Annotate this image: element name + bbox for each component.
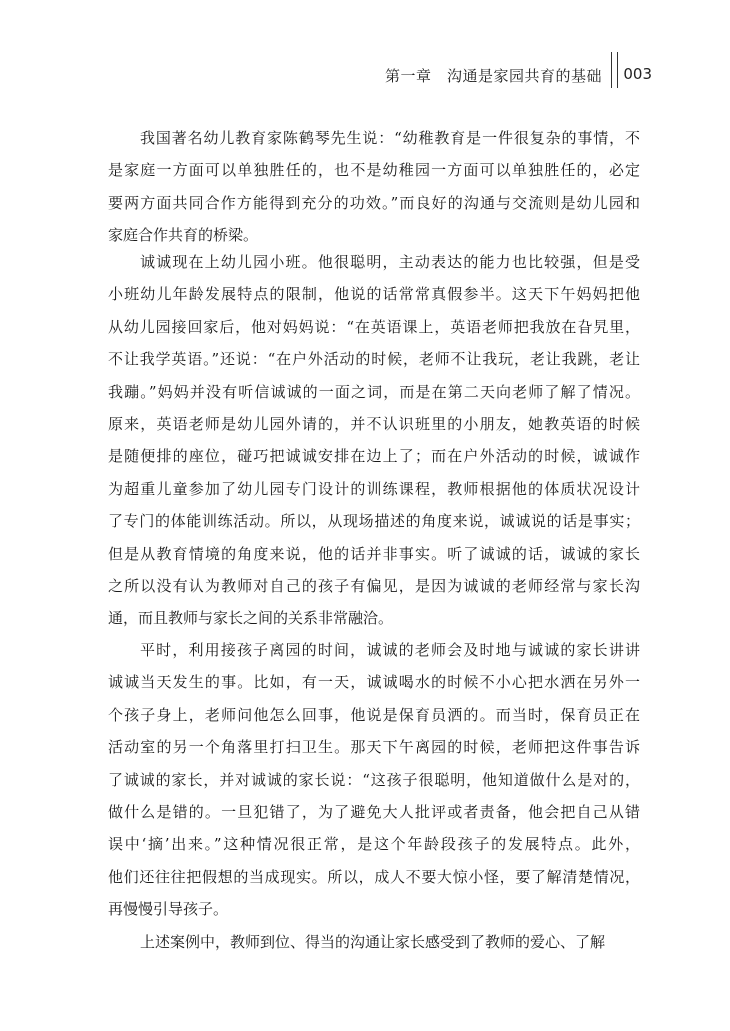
paragraph-2-line: 我蹦。”妈妈并没有听信诚诚的一面之词，而是在第二天向老师了解了情况。 [108, 382, 640, 401]
paragraph-3-line: 再慢慢引导孩子。 [108, 900, 229, 919]
paragraph-3-line: 活动室的另一个角落里打扫卫生。那天下午离园的时候，老师把这件事告诉 [108, 738, 640, 757]
paragraph-3-line: 诚诚当天发生的事。比如，有一天，诚诚喝水的时候不小心把水洒在另外一 [108, 673, 640, 692]
paragraph-2-line: 为超重儿童参加了幼儿园专门设计的训练课程，教师根据他的体质状况设计 [108, 479, 640, 498]
paragraph-1-line: 家庭合作共育的桥梁。 [108, 226, 259, 245]
running-header [380, 62, 652, 86]
paragraph-2-line: 从幼儿园接回家后，他对妈妈说：“在英语课上，英语老师把我放在旮旯里， [108, 317, 640, 336]
paragraph-2-line: 但是从教育情境的角度来说，他的话并非事实。听了诚诚的话，诚诚的家长 [108, 544, 640, 563]
header-divider [611, 52, 618, 88]
paragraph-2-line: 小班幼儿年龄发展特点的限制，他说的话常常真假参半。这天下午妈妈把他 [108, 285, 640, 304]
paragraph-2-line: 原来，英语老师是幼儿园外请的，并不认识班里的小朋友，她教英语的时候 [108, 415, 640, 433]
page-number: 003 [623, 65, 652, 83]
paragraph-3-line: 做什么是错的。一旦犯错了，为了避免大人批评或者责备，他会把自己从错 [108, 803, 640, 821]
paragraph-2-line: 通，而且教师与家长之间的关系非常融洽。 [108, 609, 394, 628]
paragraph-2-line: 不让我学英语。”还说：“在户外活动的时候，老师不让我玩，老让我跳，老让 [108, 350, 640, 369]
paragraph-1-line: 是家庭一方面可以单独胜任的，也不是幼稚园一方面可以单独胜任的，必定 [108, 161, 640, 180]
paragraph-2-line: 是随便排的座位，碰巧把诚诚安排在边上了；而在户外活动的时候，诚诚作 [108, 447, 640, 466]
paragraph-1-line: 要两方面共同合作方能得到充分的功效。”而良好的沟通与交流则是幼儿园和 [108, 193, 640, 212]
paragraph-3-line: 了诚诚的家长，并对诚诚的家长说：“这孩子很聪明，他知道做什么是对的， [108, 770, 640, 789]
paragraph-3-line: 平时，利用接孩子离园的时间，诚诚的老师会及时地与诚诚的家长讲讲 [140, 641, 640, 659]
paragraph-3-line: 误中‘摘’出来。”这种情况很正常，是这个年龄段孩子的发展特点。此外， [108, 835, 640, 854]
chapter-title: 第一章 沟通是家园共育的基础 [384, 67, 602, 85]
paragraph-2-line: 了专门的体能训练活动。所以，从现场描述的角度来说，诚诚说的话是事实； [108, 512, 640, 531]
paragraph-3-line: 他们还往往把假想的当成现实。所以，成人不要大惊小怪，要了解清楚情况， [108, 867, 640, 886]
paragraph-3-line: 个孩子身上，老师问他怎么回事，他说是保育员洒的。而当时，保育员正在 [108, 705, 640, 724]
paragraph-1-line: 我国著名幼儿教育家陈鹤琴先生说：“幼稚教育是一件很复杂的事情，不 [140, 129, 640, 147]
paragraph-2-line: 诚诚现在上幼儿园小班。他很聪明，主动表达的能力也比较强，但是受 [140, 253, 640, 271]
paragraph-2-line: 之所以没有认为教师对自己的孩子有偏见，是因为诚诚的老师经常与家长沟 [108, 577, 640, 595]
paragraph-4-line: 上述案例中，教师到位、得当的沟通让家长感受到了教师的爱心、了解 [140, 933, 606, 951]
